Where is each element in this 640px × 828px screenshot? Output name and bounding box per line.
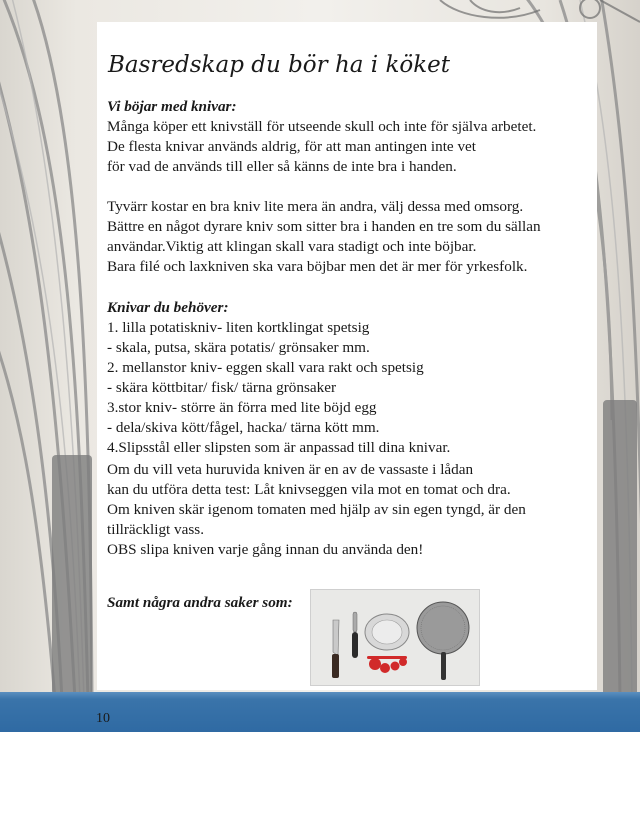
test-line: kan du utföra detta test: Låt knivseggen vila mot en tomat och dra. [107, 481, 511, 498]
intro-line: Många köper ett knivställ för utseende skull och inte för själva arbetet. [107, 118, 537, 135]
knives-line: 3.stor kniv- större än förra med lite böjd egg [107, 399, 377, 416]
advice-line: Tyvärr kostar en bra kniv lite mera än andra, välj dessa med omsorg. [107, 198, 524, 215]
other-section [107, 593, 293, 613]
plate-icon [365, 614, 409, 650]
advice-line: användar.Viktig att klingan skall vara stadigt och inte böjbar. [107, 238, 477, 255]
test-line: Om du vill veta huruvida kniven är en av de vassaste i lådan [107, 461, 474, 478]
knives-line: - dela/skiva kött/fågel, hacka/ tärna kött mm. [107, 419, 380, 436]
measuring-spoons-icon [367, 656, 407, 673]
knives-heading: Knivar du behöver: [107, 299, 229, 316]
knives-line: 2. mellanstor kniv- eggen skall vara rakt och spetsig [107, 359, 424, 376]
kitchen-tools-image [310, 589, 480, 686]
knives-section [107, 298, 450, 458]
advice-line: Bättre en något dyrare kniv som sitter bra i handen en tre som du sällan [107, 218, 541, 235]
page-number: 10 [96, 711, 110, 726]
peeler-icon [352, 612, 358, 658]
test-section [107, 460, 526, 560]
intro-line: De flesta knivar används aldrig, för att man antingen inte vet [107, 138, 477, 155]
intro-line: för vad de används till eller så känns de inte bra i handen. [107, 158, 457, 175]
test-line: tillräckligt vass. [107, 521, 205, 538]
knives-line: - skala, putsa, skära potatis/ grönsaker mm. [107, 339, 370, 356]
pan-icon [417, 602, 469, 680]
test-line: OBS slipa kniven varje gång innan du använda den! [107, 541, 424, 558]
advice-section [107, 197, 541, 277]
intro-section [107, 97, 536, 177]
knives-line: - skära köttbitar/ fisk/ tärna grönsaker [107, 379, 336, 396]
knife-icon [332, 620, 339, 678]
page-title: Basredskap du bör ha i köket [108, 52, 451, 78]
document-page [97, 22, 597, 690]
intro-heading: Vi böjar med knivar: [107, 98, 237, 115]
knives-line: 1. lilla potatiskniv- liten kortklingat spetsig [107, 319, 370, 336]
kitchen-tools-illustration [311, 590, 479, 685]
other-heading: Samt några andra saker som: [107, 594, 293, 611]
advice-line: Bara filé och laxkniven ska vara böjbar men det är mer för yrkesfolk. [107, 258, 528, 275]
knives-line: 4.Slipsstål eller slipsten som är anpassad till dina knivar. [107, 439, 451, 456]
test-line: Om kniven skär igenom tomaten med hjälp av sin egen tyngd, är den [107, 501, 526, 518]
